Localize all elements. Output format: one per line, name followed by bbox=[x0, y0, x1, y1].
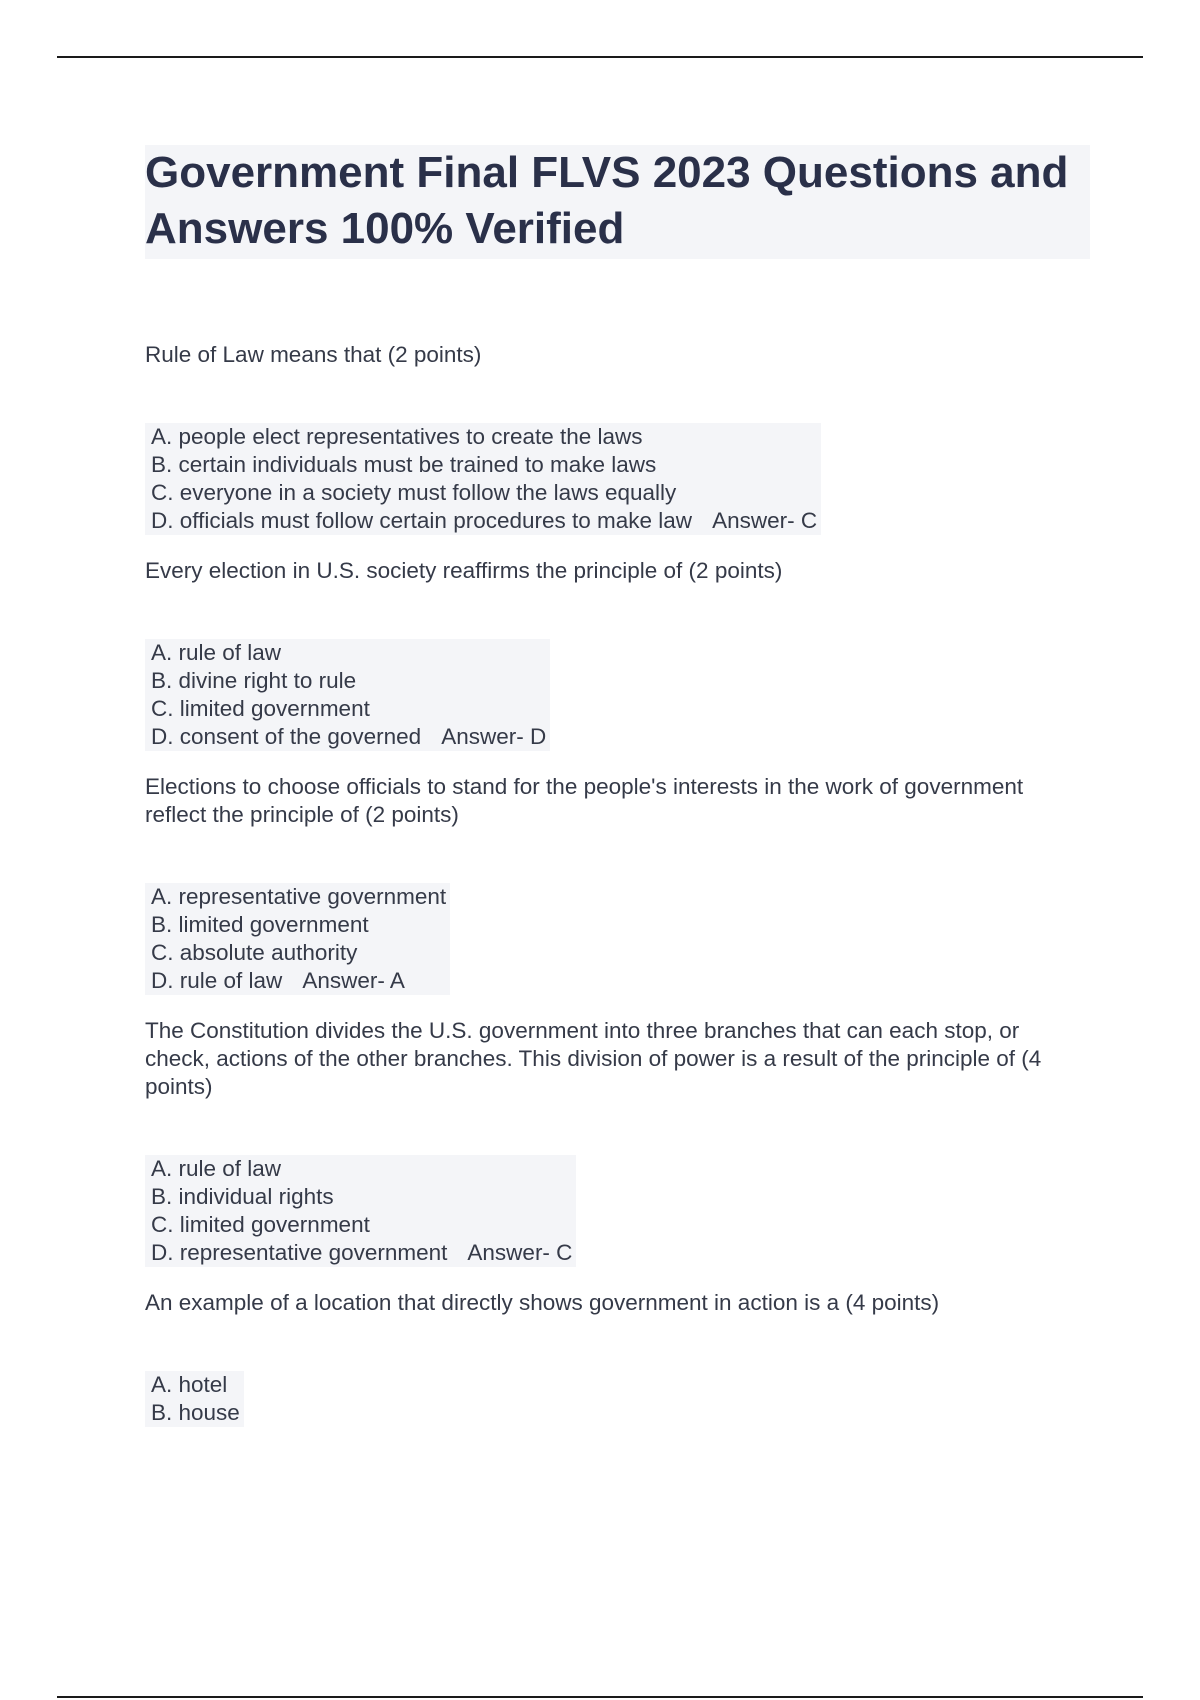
option-d bbox=[151, 723, 546, 751]
option-b: B. divine right to rule bbox=[151, 668, 357, 693]
option-d-text: D. consent of the governed bbox=[151, 724, 422, 749]
question-1 bbox=[145, 341, 1090, 535]
answer-text: Answer- C bbox=[712, 508, 818, 533]
document-title: Government Final FLVS 2023 Questions and Answers 100% Verified bbox=[145, 145, 1090, 259]
option-d bbox=[151, 507, 817, 535]
option-d bbox=[151, 1239, 572, 1267]
question-2 bbox=[145, 557, 1090, 751]
option-b: B. house bbox=[151, 1400, 240, 1425]
bottom-divider bbox=[57, 1696, 1143, 1698]
option-c: C. absolute authority bbox=[151, 940, 358, 965]
option-a: A. representative government bbox=[151, 884, 447, 909]
option-d bbox=[151, 967, 446, 995]
option-c: C. limited government bbox=[151, 696, 370, 721]
option-b: B. limited government bbox=[151, 912, 369, 937]
top-divider bbox=[57, 56, 1143, 58]
option-c: C. limited government bbox=[151, 1212, 370, 1237]
options-list bbox=[145, 423, 821, 535]
option-d-text: D. rule of law bbox=[151, 968, 283, 993]
options-list bbox=[145, 883, 450, 995]
question-text: An example of a location that directly shows government in action is a (4 points) bbox=[145, 1290, 940, 1315]
question-text: The Constitution divides the U.S. government into three branches that can each stop, or check, actions of the other branches. This division of power is a result of the principle of (4 points) bbox=[145, 1018, 1042, 1099]
answer-text: Answer- A bbox=[302, 968, 405, 993]
option-a: A. people elect representatives to create the laws bbox=[151, 424, 643, 449]
option-c: C. everyone in a society must follow the laws equally bbox=[151, 480, 677, 505]
option-d-text: D. representative government bbox=[151, 1240, 448, 1265]
answer-text: Answer- C bbox=[467, 1240, 573, 1265]
options-list bbox=[145, 1155, 576, 1267]
option-d-text: D. officials must follow certain procedures to make law bbox=[151, 508, 693, 533]
option-a: A. hotel bbox=[151, 1372, 228, 1397]
document-body bbox=[145, 145, 1090, 1427]
question-5 bbox=[145, 1289, 1090, 1427]
question-3 bbox=[145, 773, 1090, 995]
question-text: Elections to choose officials to stand for the people's interests in the work of government reflect the principle of (2 points) bbox=[145, 774, 1024, 827]
option-b: B. certain individuals must be trained to make laws bbox=[151, 452, 657, 477]
answer-text: Answer- D bbox=[441, 724, 547, 749]
options-list bbox=[145, 639, 550, 751]
question-text: Rule of Law means that (2 points) bbox=[145, 342, 482, 367]
option-a: A. rule of law bbox=[151, 640, 282, 665]
options-list bbox=[145, 1371, 244, 1427]
option-a: A. rule of law bbox=[151, 1156, 282, 1181]
question-text: Every election in U.S. society reaffirms the principle of (2 points) bbox=[145, 558, 783, 583]
option-b: B. individual rights bbox=[151, 1184, 334, 1209]
question-4 bbox=[145, 1017, 1090, 1267]
